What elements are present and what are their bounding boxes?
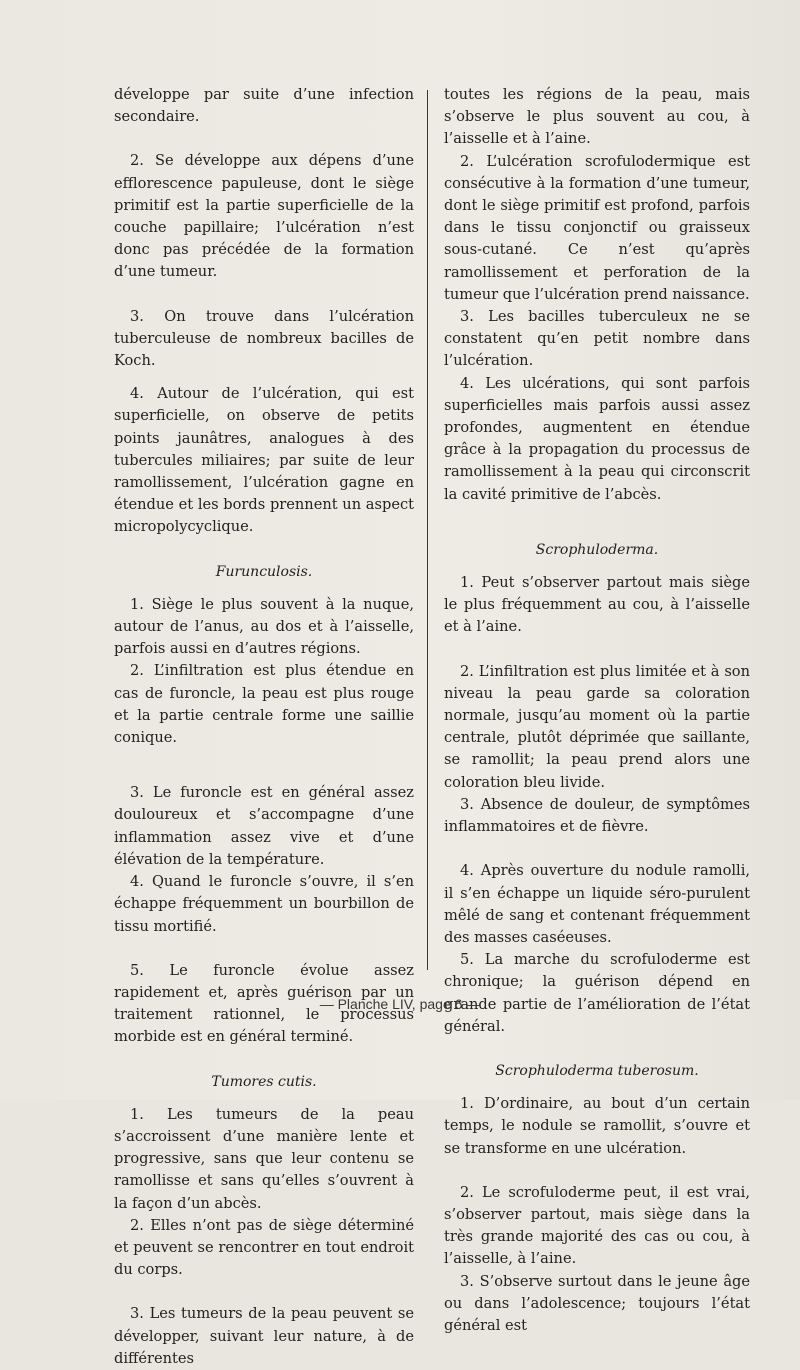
left-column <box>114 84 414 1370</box>
heading-scrophuloderma: Scrophuloderma. <box>535 541 659 558</box>
scrophuloderma-item-2: 2. L’infiltration est plus limitée et à son niveau la peau garde sa coloration normale, jusqu’au moment où la partie centrale, plutôt déprimée que saillante, se ramollit; la peau prend alors une coloration bleu livide. <box>444 662 750 791</box>
tumores-item-2: 2. Elles n’ont pas de siège déterminé et peuvent se rencontrer en tout endroit du corps. <box>114 1216 414 1279</box>
right-column <box>444 84 750 1337</box>
scrophuloderma-item-4: 4. Après ouverture du nodule ramolli, il s’en échappe un liquide séro-purulent mêlé de sang et contenant fréquemment des masses caséeuses. <box>444 862 750 946</box>
heading-tumores-cutis: Tumores cutis. <box>211 1073 317 1090</box>
left-paragraph-4: 4. Autour de l’ulcération, qui est superficielle, on observe de petits points jaunâtres, analogues à des tubercules miliaires; par suite de leur ramollissement, l’ulcération gagne en étendue et les bords prennent un aspect micropolycyclique. <box>114 385 414 536</box>
left-paragraph-3: 3. On trouve dans l’ulcération tuberculeuse de nombreux bacilles de Koch. <box>114 307 414 370</box>
scrophuloderma-item-3: 3. Absence de douleur, de symptômes inflammatoires et de fièvre. <box>444 795 750 836</box>
heading-furunculosis: Furunculosis. <box>215 563 313 580</box>
left-intro-paragraph: développe par suite d’une infection secondaire. <box>114 86 414 126</box>
furunculosis-item-3: 3. Le furoncle est en général assez douloureux et s’accompagne d’une inflammation assez vive et d’une élévation de la température. <box>114 784 414 868</box>
furunculosis-item-5: 5. Le furoncle évolue assez rapidement et, après guérison par un traitement rationnel, le processus morbide est en général terminé. <box>114 961 414 1046</box>
column-divider <box>427 90 428 970</box>
furunculosis-item-2: 2. L’infiltration est plus étendue en cas de furoncle, la peau est plus rouge et la partie centrale forme une saillie conique. <box>114 662 414 747</box>
page-footer: — Planche LIV, page 6 — <box>319 996 481 1012</box>
right-paragraph-2: 2. L’ulcération scrofulodermique est consécutive à la formation d’une tumeur, dont le siège primitif est profond, parfois dans le tissu conjonctif ou graisseux sous-cutané. Ce n’est qu’après ramollissement et perforation de la tumeur que l’ulcération prend naissance. <box>444 152 750 303</box>
tumores-item-1: 1. Les tumeurs de la peau s’accroissent d’une manière lente et progressive, sans que leur contenu se ramollisse et sans qu’elles s’ouvrent à la façon d’un abcès. <box>114 1105 414 1212</box>
tumores-item-3: 3. Les tumeurs de la peau peuvent se développer, suivant leur nature, à de différentes <box>114 1305 414 1367</box>
scrophuloderma-item-1: 1. Peut s’observer partout mais siège le plus fréquemment au cou, à l’aisselle et à l’aine. <box>444 574 750 636</box>
furunculosis-item-1: 1. Siège le plus souvent à la nuque, autour de l’anus, au dos et à l’aisselle, parfois aussi en d’autres régions. <box>114 595 414 658</box>
right-paragraph-4: 4. Les ulcérations, qui sont parfois superficielles mais parfois aussi assez profondes, augmentent en étendue grâce à la propagation du processus de ramollissement à la peau qui circonscrit la cavité primitive de l’abcès. <box>444 374 750 503</box>
tuberosum-item-1: 1. D’ordinaire, au bout d’un certain temps, le nodule se ramollit, s’ouvre et se transforme en une ulcération. <box>444 1095 750 1157</box>
tuberosum-item-2: 2. Le scrofuloderme peut, il est vrai, s’observer partout, mais siège dans la très grande majorité des cas ou cou, à l’aisselle, à l’aine. <box>444 1183 750 1268</box>
heading-scrophuloderma-tuberosum: Scrophuloderma tuberosum. <box>495 1062 699 1079</box>
right-paragraph-3: 3. Les bacilles tuberculeux ne se constatent qu’en petit nombre dans l’ulcération. <box>444 308 750 370</box>
scrophuloderma-item-5: 5. La marche du scrofuloderme est chronique; la guérison dépend en grande partie de l’amélioration de l’état général. <box>444 951 750 1035</box>
right-intro-paragraph: toutes les régions de la peau, mais s’observe le plus souvent au cou, à l’aisselle et à l’aine. <box>444 86 750 148</box>
tuberosum-item-3: 3. S’observe surtout dans le jeune âge ou dans l’adolescence; toujours l’état général est <box>444 1272 750 1334</box>
furunculosis-item-4: 4. Quand le furoncle s’ouvre, il s’en échappe fréquemment un bourbillon de tissu mortifié. <box>114 873 414 935</box>
left-paragraph-2: 2. Se développe aux dépens d’une efflorescence papuleuse, dont le siège primitif est la partie superficielle de la couche papillaire; l’ulcération n’est donc pas précédée de la formation d’une tumeur. <box>114 152 414 281</box>
